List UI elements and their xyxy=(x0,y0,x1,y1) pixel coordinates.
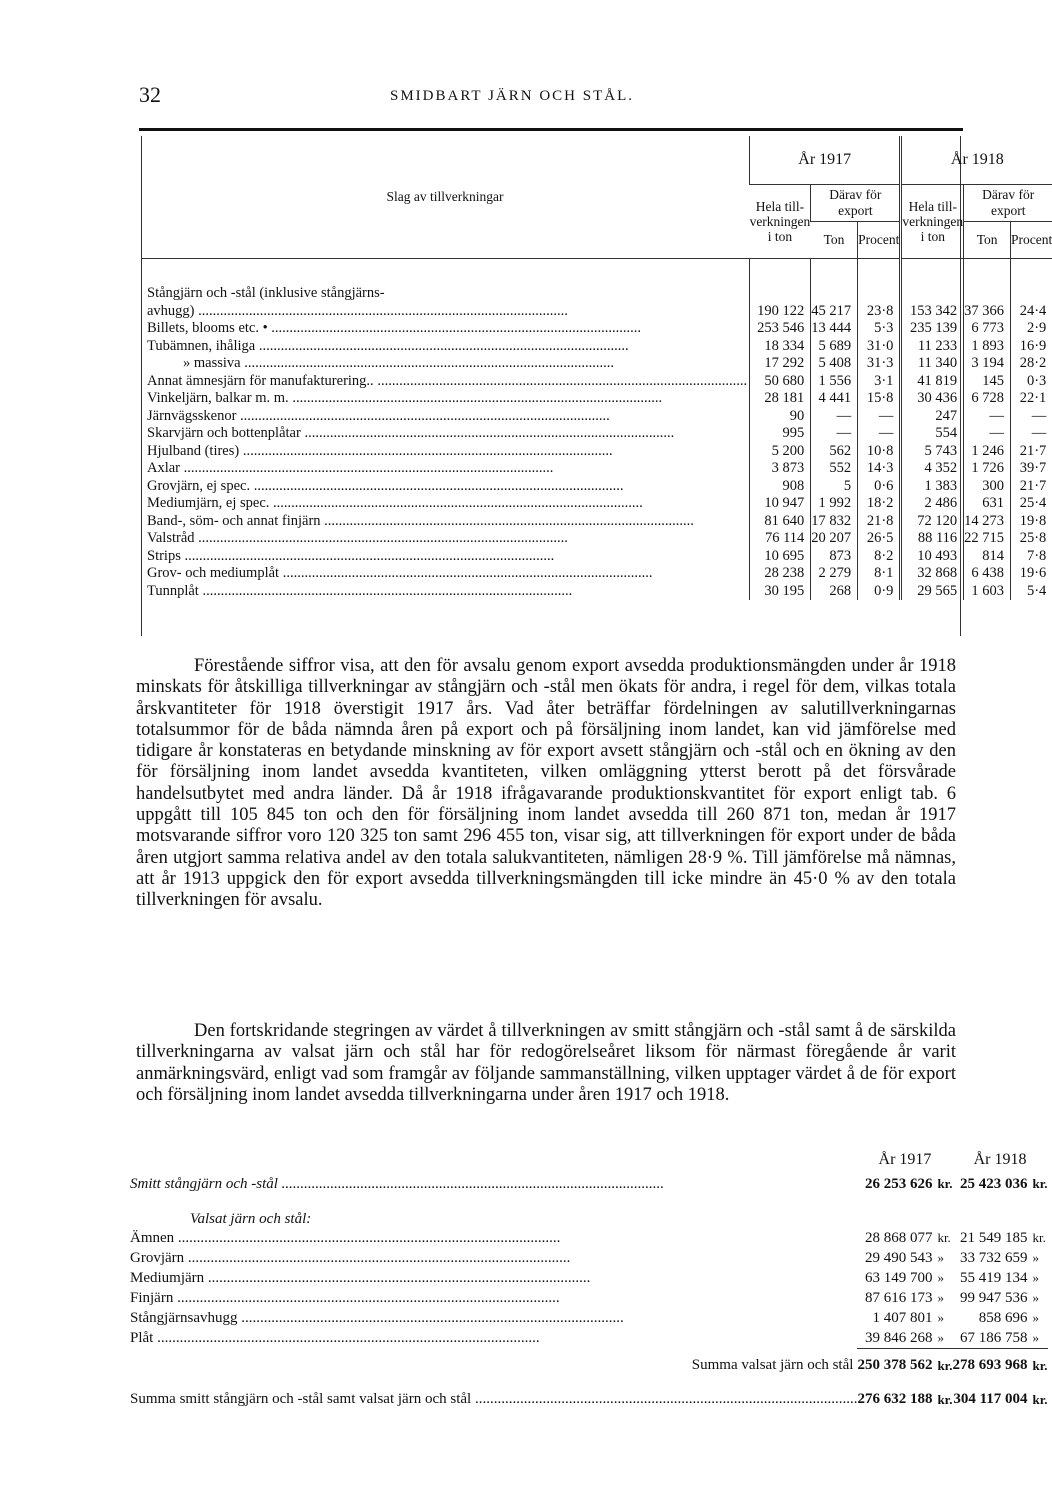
export-procent-1918: 7·8 xyxy=(1011,548,1052,566)
export-ton-1917: 1 992 xyxy=(811,495,858,513)
summa-total-label: Summa smitt stångjärn och -stål samt valsat järn och stål ..... xyxy=(130,1383,857,1417)
export-procent-1917: 10·8 xyxy=(858,443,901,461)
export-ton-1918: — xyxy=(964,425,1011,443)
export-ton-1917: 20 207 xyxy=(811,530,858,548)
export-procent-1918: 22·1 xyxy=(1011,390,1052,408)
export-ton-1917: 873 xyxy=(811,548,858,566)
top-rule xyxy=(139,128,963,131)
hela-1918: 153 342 xyxy=(901,303,964,321)
paragraph-2: Den fortskridande stegringen av värdet å tillverkningen av smitt stångjärn och -stål samt å de särskilda tillverkningarna av valsat järn och stål har för redogörelseåret liksom för närmast föregående år varit anmärkningsvärd, enligt vad som framgår av följande sammanställning, vilken upptager värdet å de för export och försäljning inom landet avsedda tillverkningarna under åren 1917 och 1918. xyxy=(136,1021,956,1105)
value-row xyxy=(130,1268,1048,1288)
row-label: Järnvägsskenor ..... xyxy=(141,408,750,426)
export-ton-1918: 37 366 xyxy=(964,303,1011,321)
export-procent-1917: 0·9 xyxy=(858,583,901,601)
export-ton-1918: 14 273 xyxy=(964,513,1011,531)
export-procent-1917: 5·3 xyxy=(858,320,901,338)
smitt-1917-unit: kr. xyxy=(937,1176,953,1191)
procent-header-1918: Procent xyxy=(1011,222,1052,259)
hela-1917: 18 334 xyxy=(750,338,811,356)
row-label: Mediumjärn, ej spec. ..... xyxy=(141,495,750,513)
hela-1918: 30 436 xyxy=(901,390,964,408)
stub-header: Slag av tillverkningar xyxy=(141,136,750,259)
export-ton-1917: 562 xyxy=(811,443,858,461)
value-1918: 67 186 758 xyxy=(960,1329,1028,1346)
export-procent-1917: 0·6 xyxy=(858,478,901,496)
hela-header-1917: Hela till- verkningen i ton xyxy=(750,185,811,259)
export-procent-1917: 3·1 xyxy=(858,373,901,391)
hela-1918: 72 120 xyxy=(901,513,964,531)
export-ton-1917: 5 xyxy=(811,478,858,496)
table-row xyxy=(141,530,1052,548)
summa-total-1918: 304 117 004 xyxy=(953,1391,1028,1407)
export-procent-1918: 25·8 xyxy=(1011,530,1052,548)
export-procent-1918: 28·2 xyxy=(1011,355,1052,373)
hela-1917: 81 640 xyxy=(750,513,811,531)
hela-header-1918: Hela till- verkningen i ton xyxy=(901,185,964,259)
export-ton-1918: 814 xyxy=(964,548,1011,566)
running-title: SMIDBART JÄRN OCH STÅL. xyxy=(389,88,635,104)
row-label: Billets, blooms etc. • ..... xyxy=(141,320,750,338)
table-row xyxy=(141,565,1052,583)
hela-1918: 41 819 xyxy=(901,373,964,391)
hela-1918: 5 743 xyxy=(901,443,964,461)
export-ton-1917: 5 408 xyxy=(811,355,858,373)
value-1918-unit: » xyxy=(1032,1290,1039,1305)
export-ton-1918: 1 726 xyxy=(964,460,1011,478)
table-row xyxy=(141,513,1052,531)
smitt-1918: 25 423 036 xyxy=(960,1175,1028,1192)
table-row xyxy=(141,460,1052,478)
value-1918: 55 419 134 xyxy=(960,1269,1028,1286)
table-row xyxy=(141,320,1052,338)
table-row xyxy=(141,495,1052,513)
value-row-label: Mediumjärn ..... xyxy=(130,1268,857,1288)
summa-valsat-1918-unit: kr. xyxy=(1028,1349,1048,1383)
hela-1917: 50 680 xyxy=(750,373,811,391)
export-ton-1918: — xyxy=(964,408,1011,426)
value-year-1917: År 1917 xyxy=(878,1151,932,1168)
table-row xyxy=(141,355,1052,373)
export-procent-1918: — xyxy=(1011,408,1052,426)
year-1917-header: År 1917 xyxy=(750,136,901,185)
export-procent-1918: — xyxy=(1011,425,1052,443)
summa-valsat-label: Summa valsat järn och stål xyxy=(691,1357,854,1373)
export-ton-1918: 145 xyxy=(964,373,1011,391)
export-procent-1917: 31·0 xyxy=(858,338,901,356)
value-1918: 21 549 185 xyxy=(960,1229,1028,1246)
hela-1917: 90 xyxy=(750,408,811,426)
export-procent-1918: 21·7 xyxy=(1011,478,1052,496)
summa-total-row xyxy=(130,1383,1048,1417)
value-1918-unit: kr. xyxy=(1032,1230,1046,1245)
value-1918: 858 696 xyxy=(978,1309,1028,1326)
row-label: Axlar ..... xyxy=(141,460,750,478)
value-1917-unit: » xyxy=(937,1290,944,1305)
value-1917-unit: kr. xyxy=(937,1230,951,1245)
hela-1918: 11 233 xyxy=(901,338,964,356)
export-ton-1918: 6 773 xyxy=(964,320,1011,338)
export-procent-1918: 21·7 xyxy=(1011,443,1052,461)
hela-1918: 554 xyxy=(901,425,964,443)
export-header-1918: Därav för export xyxy=(964,185,1052,222)
hela-1917: 253 546 xyxy=(750,320,811,338)
export-procent-1917: 8·1 xyxy=(858,565,901,583)
export-ton-1918: 22 715 xyxy=(964,530,1011,548)
hela-1918: 11 340 xyxy=(901,355,964,373)
value-row-label: Plåt ..... xyxy=(130,1328,857,1349)
table-row xyxy=(141,338,1052,356)
export-ton-1918: 6 728 xyxy=(964,390,1011,408)
hela-1917: 30 195 xyxy=(750,583,811,601)
procent-header-1917: Procent xyxy=(858,222,901,259)
export-procent-1917: 15·8 xyxy=(858,390,901,408)
export-ton-1918: 1 603 xyxy=(964,583,1011,601)
smitt-1918-unit: kr. xyxy=(1032,1176,1048,1191)
value-row-label: Ämnen ..... xyxy=(130,1228,857,1248)
hela-1918: 88 116 xyxy=(901,530,964,548)
table-row-label-continuation xyxy=(141,285,1052,303)
export-ton-1917: — xyxy=(811,408,858,426)
hela-1917: 995 xyxy=(750,425,811,443)
table-row xyxy=(141,390,1052,408)
row-label: Strips ..... xyxy=(141,548,750,566)
export-ton-1917: 268 xyxy=(811,583,858,601)
hela-1917: 76 114 xyxy=(750,530,811,548)
row-label: Band-, söm- och annat finjärn ..... xyxy=(141,513,750,531)
export-ton-1918: 1 246 xyxy=(964,443,1011,461)
export-procent-1918: 0·3 xyxy=(1011,373,1052,391)
value-row-label: Finjärn ..... xyxy=(130,1288,857,1308)
value-row xyxy=(130,1308,1048,1328)
table-row xyxy=(141,303,1052,321)
export-ton-1917: 17 832 xyxy=(811,513,858,531)
export-procent-1917: 23·8 xyxy=(858,303,901,321)
value-1918-unit: » xyxy=(1032,1250,1039,1265)
export-ton-1917: 45 217 xyxy=(811,303,858,321)
table-row xyxy=(141,408,1052,426)
row-label: Tunnplåt ..... xyxy=(141,583,750,601)
value-row xyxy=(130,1248,1048,1268)
export-procent-1918: 2·9 xyxy=(1011,320,1052,338)
hela-1918: 4 352 xyxy=(901,460,964,478)
row-label: Grovjärn, ej spec. ..... xyxy=(141,478,750,496)
export-procent-1917: 26·5 xyxy=(858,530,901,548)
export-procent-1917: 31·3 xyxy=(858,355,901,373)
value-1917-unit: » xyxy=(937,1330,944,1345)
production-table xyxy=(141,136,1052,600)
export-ton-1917: — xyxy=(811,425,858,443)
row-label: Annat ämnesjärn för manufakturering.. ..... xyxy=(141,373,750,391)
value-1918: 33 732 659 xyxy=(960,1249,1028,1266)
value-table xyxy=(130,1150,1048,1417)
export-procent-1918: 19·8 xyxy=(1011,513,1052,531)
value-1918-unit: » xyxy=(1032,1310,1039,1325)
export-procent-1918: 24·4 xyxy=(1011,303,1052,321)
row-label-line1: Stångjärn och -stål (inklusive stångjärns- xyxy=(147,285,385,301)
hela-1917: 908 xyxy=(750,478,811,496)
hela-1918: 235 139 xyxy=(901,320,964,338)
table-row xyxy=(141,443,1052,461)
value-1917-unit: » xyxy=(937,1310,944,1325)
value-1917: 63 149 700 xyxy=(864,1269,933,1286)
row-label: Grov- och mediumplåt ..... xyxy=(141,565,750,583)
hela-1917: 5 200 xyxy=(750,443,811,461)
page-number: 32 xyxy=(139,82,161,107)
row-label: Vinkeljärn, balkar m. m. ..... xyxy=(141,390,750,408)
summa-valsat-row xyxy=(130,1349,1048,1383)
hela-1917: 28 181 xyxy=(750,390,811,408)
paragraph-1: Förestående siffror visa, att den för avsalu genom export avsedda produktionsmängden under år 1918 minskats för åtskilliga tillverkningar av stångjärn och -stål men ökats för andra, i regel för dem, vilkas totala årskvantiteter för 1918 överstigit 1917 års. Vad åter beträffar fördelningen av salutillverkningarnas totalsummor för de båda nämnda åren på export och på försäljning inom landet, kan vid jämförelse med tidigare år konstateras en betydande minskning av för export avsett stångjärn och -stål och en ökning av den för försäljning inom landet avsedda kvantiteten, vilken omläggning ytterst berott på det försvårade handelsutbytet med andra länder. Då år 1918 ifrågavarande produktionskvantitet för export enligt tab. 6 uppgått till 105 845 ton och den för försäljning inom landet avsedda till 260 871 ton, medan år 1917 motsvarande siffror voro 120 325 ton samt 296 455 ton, visar sig, att tillverkningen för export under de båda åren utgjort samma relativa andel av den totala salukvantiteten, nämligen 28·9 %. Till jämförelse må nämnas, att år 1913 uppgick den för export avsedda tillverkningsmängden till icke mindre än 45·0 % av den totala tillverkningen för avsalu. xyxy=(136,656,956,911)
export-procent-1917: — xyxy=(858,425,901,443)
hela-1917: 10 695 xyxy=(750,548,811,566)
export-ton-1918: 6 438 xyxy=(964,565,1011,583)
export-ton-1918: 631 xyxy=(964,495,1011,513)
export-procent-1918: 39·7 xyxy=(1011,460,1052,478)
hela-1918: 10 493 xyxy=(901,548,964,566)
summa-total-1917-unit: kr. xyxy=(937,1391,953,1407)
value-1917-unit: » xyxy=(937,1250,944,1265)
ton-header-1917: Ton xyxy=(811,222,858,259)
row-label: Skarvjärn och bottenplåtar ..... xyxy=(141,425,750,443)
value-1917: 1 407 801 xyxy=(872,1309,933,1326)
export-procent-1918: 16·9 xyxy=(1011,338,1052,356)
value-row-label: Stångjärnsavhugg ..... xyxy=(130,1308,857,1328)
table-row xyxy=(141,478,1052,496)
export-procent-1918: 5·4 xyxy=(1011,583,1052,601)
table-row xyxy=(141,373,1052,391)
export-procent-1918: 25·4 xyxy=(1011,495,1052,513)
summa-valsat-1917: 250 378 562 xyxy=(857,1349,932,1383)
row-label: Valstråd ..... xyxy=(141,530,750,548)
table-row xyxy=(141,425,1052,443)
smitt-label: Smitt stångjärn och -stål ..... xyxy=(130,1170,857,1198)
hela-1918: 29 565 xyxy=(901,583,964,601)
export-ton-1918: 300 xyxy=(964,478,1011,496)
year-1918-header: År 1918 xyxy=(901,136,1052,185)
hela-1917: 190 122 xyxy=(750,303,811,321)
summa-valsat-1918: 278 693 968 xyxy=(953,1349,1028,1383)
value-1917: 28 868 077 xyxy=(864,1229,933,1246)
value-row xyxy=(130,1228,1048,1248)
export-ton-1918: 3 194 xyxy=(964,355,1011,373)
value-1918-unit: » xyxy=(1032,1330,1039,1345)
export-ton-1917: 1 556 xyxy=(811,373,858,391)
export-procent-1917: — xyxy=(858,408,901,426)
value-row xyxy=(130,1288,1048,1308)
export-procent-1917: 8·2 xyxy=(858,548,901,566)
value-year-1918: År 1918 xyxy=(973,1151,1027,1168)
export-procent-1917: 14·3 xyxy=(858,460,901,478)
hela-1918: 2 486 xyxy=(901,495,964,513)
row-label: avhugg) ..... xyxy=(141,303,750,321)
value-1918-unit: » xyxy=(1032,1270,1039,1285)
ton-header-1918: Ton xyxy=(964,222,1011,259)
row-label: » massiva ..... xyxy=(141,355,750,373)
value-1917: 39 846 268 xyxy=(864,1329,933,1346)
summa-total-1917: 276 632 188 xyxy=(857,1391,933,1407)
value-row xyxy=(130,1328,1048,1349)
export-procent-1917: 18·2 xyxy=(858,495,901,513)
hela-1917: 17 292 xyxy=(750,355,811,373)
hela-1917: 3 873 xyxy=(750,460,811,478)
smitt-1917: 26 253 626 xyxy=(864,1175,933,1192)
value-row-label: Grovjärn ..... xyxy=(130,1248,857,1268)
export-ton-1917: 552 xyxy=(811,460,858,478)
value-1917: 29 490 543 xyxy=(864,1249,933,1266)
value-1917-unit: » xyxy=(937,1270,944,1285)
value-1917: 87 616 173 xyxy=(864,1289,933,1306)
table-row xyxy=(141,583,1052,601)
export-ton-1917: 5 689 xyxy=(811,338,858,356)
hela-1918: 1 383 xyxy=(901,478,964,496)
export-procent-1918: 19·6 xyxy=(1011,565,1052,583)
export-ton-1917: 2 279 xyxy=(811,565,858,583)
export-ton-1917: 4 441 xyxy=(811,390,858,408)
row-label: Hjulband (tires) ..... xyxy=(141,443,750,461)
valsat-heading: Valsat järn och stål: xyxy=(190,1211,312,1227)
hela-1917: 28 238 xyxy=(750,565,811,583)
summa-valsat-1917-unit: kr. xyxy=(932,1349,952,1383)
hela-1918: 247 xyxy=(901,408,964,426)
hela-1918: 32 868 xyxy=(901,565,964,583)
table-row xyxy=(141,548,1052,566)
export-header-1917: Därav för export xyxy=(811,185,901,222)
summa-total-1918-unit: kr. xyxy=(1032,1391,1048,1407)
export-ton-1917: 13 444 xyxy=(811,320,858,338)
row-label: Tubämnen, ihåliga ..... xyxy=(141,338,750,356)
export-ton-1918: 1 893 xyxy=(964,338,1011,356)
value-1918: 99 947 536 xyxy=(960,1289,1028,1306)
export-procent-1917: 21·8 xyxy=(858,513,901,531)
hela-1917: 10 947 xyxy=(750,495,811,513)
